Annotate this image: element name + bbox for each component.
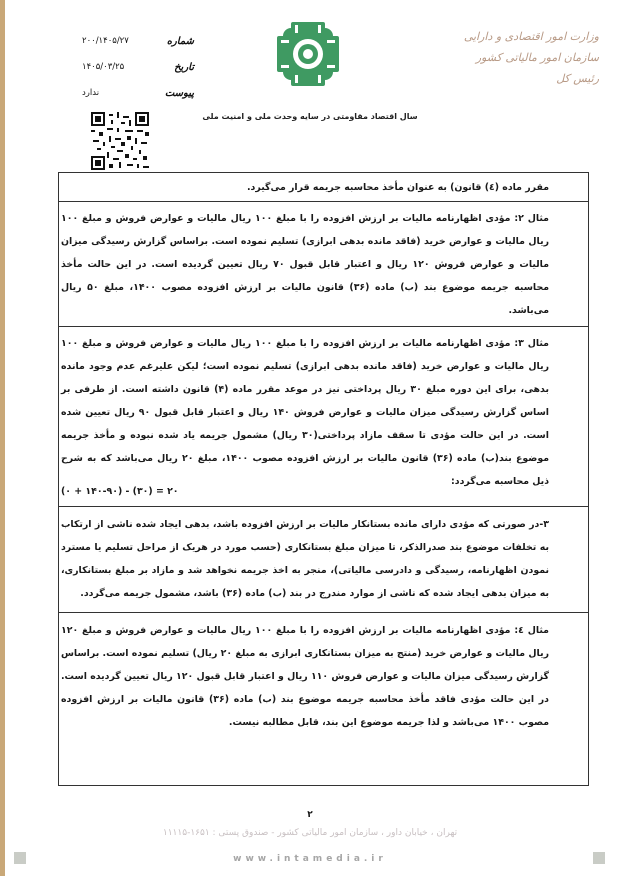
footer-corner-mark	[593, 852, 605, 864]
ministry-line: وزارت امور اقتصادی و دارایی	[463, 30, 599, 43]
letter-attachment-row	[82, 80, 194, 106]
tax-organization-logo-icon	[273, 18, 343, 90]
letter-metadata	[82, 28, 194, 106]
letter-date-value: ۱۴۰۵/۰۳/۲۵	[82, 62, 125, 72]
footer-address: تهران ، خیابان داور ، سازمان امور مالیاتی کشور - صندوق پستی : ۱۶۵۱-۱۱۱۱۵	[162, 828, 458, 838]
example-3-paragraph: مثال ۳: مؤدی اظهارنامه مالیات بر ارزش افزوده را با مبلغ ۱۰۰ ریال مالیات و عوارض فروش و مبلغ ۱۰۰ ریال مالیات و عوارض خرید (فاقد مانده بدهی ابرازی) تسلیم نموده است؛ لیکن علیرغم عدم وجود مانده بدهی، برای این دوره مبلغ ۳۰ ریال پرداختی نیز در موعد مقرر ماده (۴) قانون داشته است. از طرفی بر اساس گزارش رسیدگی میزان مالیات و عوارض فروش ۱۴۰ ریال و اعتبار قابل قبول ۹۰ ریال تعیین شده است. در این حالت مؤدی تا سقف مازاد پرداختی(۳۰ ریال) مشمول جریمه یاد شده نبوده و مأخذ جریمه موضوع بند(ب) ماده (۳۶) قانون مالیات بر ارزش افزوده مصوب ۱۴۰۰، مبلغ ۲۰ ریال می‌باشد که به شرح ذیل محاسبه می‌گردد:	[61, 338, 550, 487]
section-divider	[58, 612, 589, 613]
qr-code-icon	[91, 112, 149, 170]
ministry-line: سازمان امور مالیاتی کشور	[475, 51, 599, 64]
letter-number-label: شماره	[166, 35, 194, 47]
section-divider	[58, 326, 589, 327]
calculation-formula: ۲۰ = (۳۰) - (۱۴۰-۹۰ + ۰)	[61, 486, 179, 497]
source-watermark: www.intamedia.ir	[233, 854, 387, 864]
footer-corner-mark	[14, 852, 26, 864]
section-3-paragraph: ۳-در صورتی که مؤدی دارای مانده بستانکار مالیات بر ارزش افزوده باشد، بدهی ایجاد شده ناشی از ارتکاب به تخلفات موضوع بند صدرالذکر، تا میزان مبلغ بستانکاری (حسب مورد در هریک از مراحل تسلیم یا مسترد نمودن اظهارنامه، رسیدگی و دادرسی مالیاتی)، منجر به اخذ جریمه نخواهد شد و مازاد بر مبلغ بستانکاری، به میزان بدهی ایجاد شده که ناشی از موارد مندرج در بند (ب) ماده (۳۶) باشد، مشمول جریمه می‌گردد.	[61, 519, 549, 599]
year-slogan: سال اقتصاد مقاومتی در سایه وحدت ملی و امنیت ملی	[202, 112, 418, 121]
letter-attachment-label: پیوست	[164, 87, 194, 99]
letter-number-row	[82, 28, 194, 54]
letter-number-value: ۲۰۰/۱۴۰۵/۲۷	[82, 36, 129, 46]
ministry-line: رئیس کل	[556, 72, 599, 85]
section-divider	[58, 506, 589, 507]
letter-header	[0, 0, 621, 172]
intro-paragraph: مقرر ماده (٤) قانون) به عنوان مأخذ محاسبه جریمه قرار می‌گیرد.	[246, 182, 549, 193]
ministry-title	[449, 26, 599, 89]
page-number: ۲	[307, 810, 313, 820]
example-4-paragraph: مثال ٤: مؤدی اظهارنامه مالیات بر ارزش افزوده را با مبلغ ۱۰۰ ریال مالیات و عوارض فروش و مبلغ ۱۲۰ ریال مالیات و عوارض خرید (منتج به میزان بستانکاری ابرازی به مبلغ ۲۰ ریال) تسلیم نموده است. براساس گزارش رسیدگی میزان مالیات و عوارض فروش ۱۱۰ ریال و اعتبار قابل قبول ۱۲۰ ریال تعیین گردیده است. در این حالت مؤدی فاقد مأخذ محاسبه جریمه موضوع بند (ب) ماده (۳۶) قانون مالیات بر ارزش افزوده مصوب ۱۴۰۰ می‌باشد و لذا جریمه موضوع این بند، قابل مطالبه نیست.	[61, 625, 549, 728]
letter-date-row	[82, 54, 194, 80]
example-2-paragraph: مثال ۲: مؤدی اظهارنامه مالیات بر ارزش افزوده را با مبلغ ۱۰۰ ریال مالیات و عوارض فروش و مبلغ ۱۰۰ ریال مالیات و عوارض خرید (فاقد مانده بدهی ابرازی) تسلیم نموده است. براساس گزارش رسیدگی میزان مالیات و عوارض فروش ۱۲۰ ریال و اعتبار قابل قبول ۷۰ ریال تعیین گردیده است. در این حالت مأخذ محاسبه جریمه موضوع بند (ب) ماده (۳۶) قانون مالیات بر ارزش افزوده مصوب ۱۴۰۰، مبلغ ۵۰ ریال می‌باشد.	[61, 213, 550, 316]
letter-date-label: تاریخ	[174, 61, 194, 73]
letter-attachment-value: ندارد	[82, 88, 100, 98]
section-divider	[58, 201, 589, 202]
